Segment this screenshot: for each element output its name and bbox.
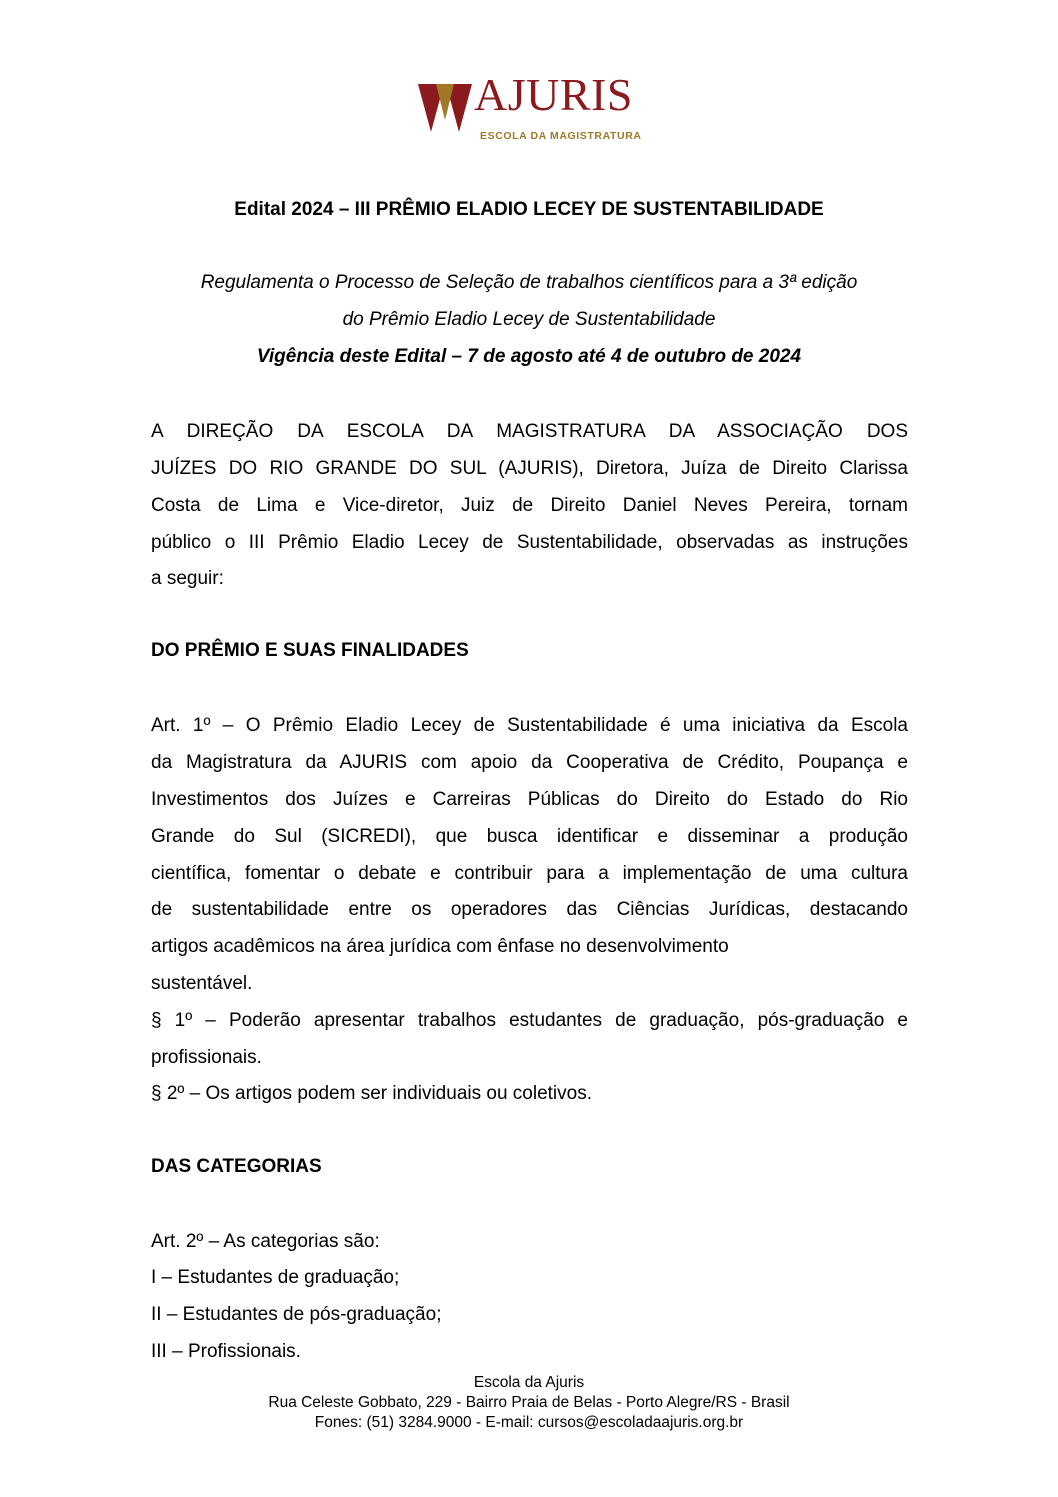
art1-line-8: sustentável. bbox=[151, 973, 253, 994]
validity-line: Vigência deste Edital – 7 de agosto até 4 de outubro de 2024 bbox=[256, 346, 802, 367]
art1-line-5: científica, fomentar o debate e contribuir para a implementação de uma cultura bbox=[151, 863, 908, 884]
art2-line: Art. 2º – As categorias são: bbox=[151, 1231, 380, 1252]
intro-line-1: A DIREÇÃO DA ESCOLA DA MAGISTRATURA DA ASSOCIAÇÃO DOS bbox=[151, 421, 908, 442]
footer-contact: Fones: (51) 3284.9000 - E-mail: cursos@escoladaajuris.org.br bbox=[314, 1414, 744, 1431]
intro-line-4: público o III Prêmio Eladio Lecey de Sustentabilidade, observadas as instruções bbox=[151, 532, 908, 553]
paragraph-1-line-1: § 1º – Poderão apresentar trabalhos estudantes de graduação, pós-graduação e bbox=[151, 1010, 908, 1031]
art1-line-4: Grande do Sul (SICREDI), que busca identificar e disseminar a produção bbox=[151, 826, 908, 847]
art1-line-6: de sustentabilidade entre os operadores das Ciências Jurídicas, destacando bbox=[151, 899, 908, 920]
subtitle-line-2: do Prêmio Eladio Lecey de Sustentabilidade bbox=[342, 309, 716, 330]
section-heading-categorias: DAS CATEGORIAS bbox=[151, 1156, 322, 1177]
art1-line-2: da Magistratura da AJURIS com apoio da Cooperativa de Crédito, Poupança e bbox=[151, 752, 908, 773]
footer-name: Escola da Ajuris bbox=[473, 1374, 585, 1391]
intro-line-5: a seguir: bbox=[151, 568, 224, 589]
ajuris-emblem-icon bbox=[416, 80, 474, 136]
document-title: Edital 2024 – III PRÊMIO ELADIO LECEY DE SUSTENTABILIDADE bbox=[234, 199, 824, 220]
paragraph-1-line-2: profissionais. bbox=[151, 1047, 262, 1068]
art1-line-1: Art. 1º – O Prêmio Eladio Lecey de Sustentabilidade é uma iniciativa da Escola bbox=[151, 715, 908, 736]
footer-address: Rua Celeste Gobbato, 229 - Bairro Praia de Belas - Porto Alegre/RS - Brasil bbox=[268, 1394, 790, 1411]
intro-line-3: Costa de Lima e Vice-diretor, Juiz de Direito Daniel Neves Pereira, tornam bbox=[151, 495, 908, 516]
category-item: III – Profissionais. bbox=[151, 1341, 301, 1362]
subtitle-line-1: Regulamenta o Processo de Seleção de trabalhos científicos para a 3ª edição bbox=[200, 272, 858, 293]
logo-wordmark: AJURIS bbox=[474, 69, 633, 120]
section-heading-premio: DO PRÊMIO E SUAS FINALIDADES bbox=[151, 640, 469, 661]
art1-line-3: Investimentos dos Juízes e Carreiras Públicas do Direito do Estado do Rio bbox=[151, 789, 908, 810]
ajuris-logo bbox=[416, 69, 646, 144]
logo-subtitle: ESCOLA DA MAGISTRATURA bbox=[480, 130, 642, 142]
intro-line-2: JUÍZES DO RIO GRANDE DO SUL (AJURIS), Diretora, Juíza de Direito Clarissa bbox=[151, 458, 908, 479]
art1-line-7: artigos acadêmicos na área jurídica com ênfase no desenvolvimento bbox=[151, 936, 729, 957]
category-item: I – Estudantes de graduação; bbox=[151, 1267, 400, 1288]
paragraph-2: § 2º – Os artigos podem ser individuais ou coletivos. bbox=[151, 1083, 592, 1104]
category-item: II – Estudantes de pós-graduação; bbox=[151, 1304, 442, 1325]
